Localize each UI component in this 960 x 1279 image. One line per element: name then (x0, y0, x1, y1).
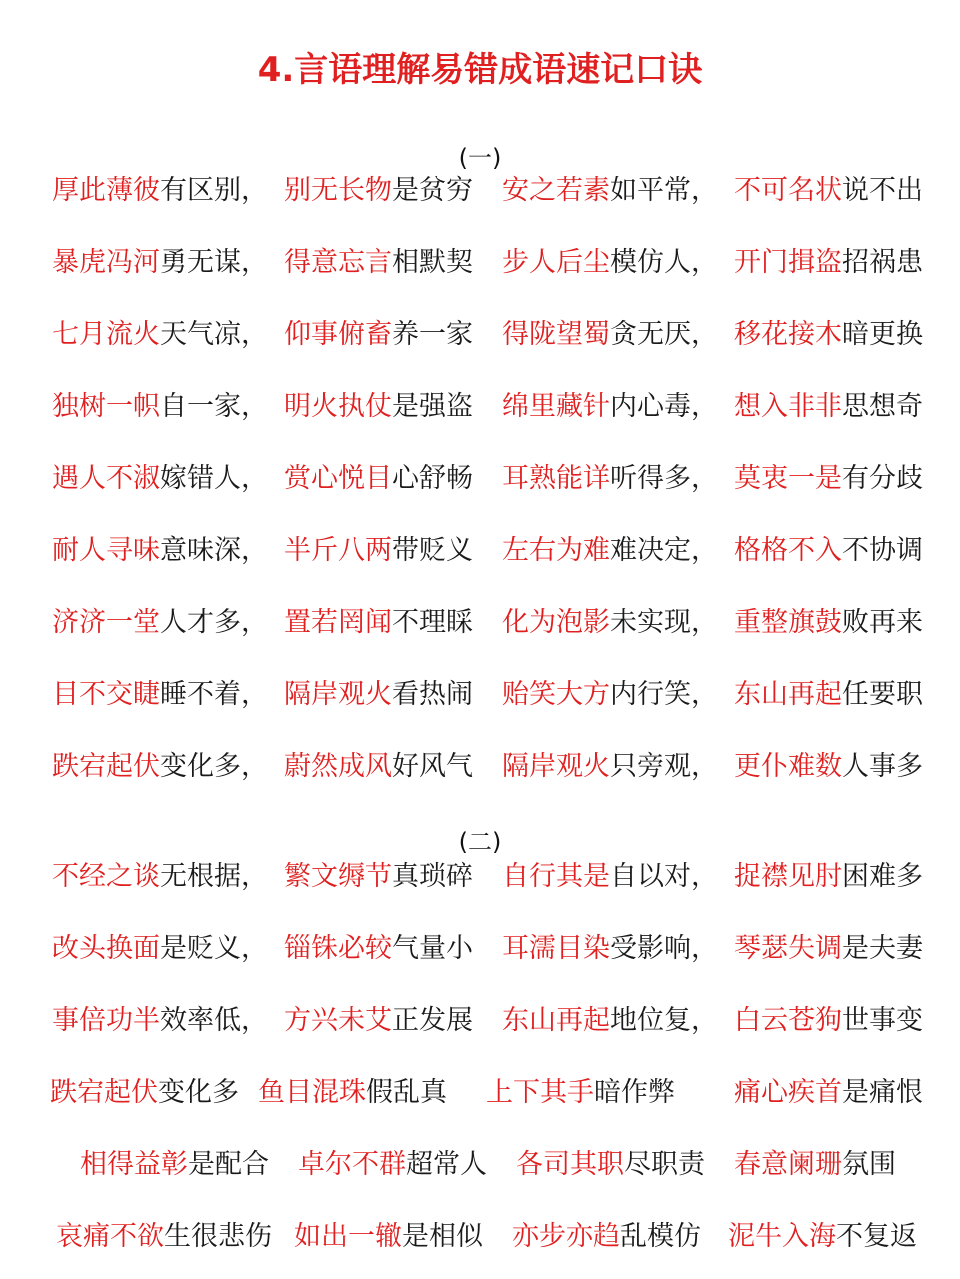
verse-line (0, 169, 960, 213)
idiom-meaning: 招祸患 (842, 247, 923, 278)
verse-line (0, 385, 960, 429)
idiom-meaning: 好风气 (392, 751, 473, 782)
idiom-meaning: 只旁观， (610, 751, 718, 782)
idiom-entry (502, 927, 718, 971)
idiom-entry (728, 1215, 917, 1259)
idiom: 重整旗鼓 (734, 607, 842, 638)
idiom: 目不交睫 (52, 679, 160, 710)
idiom-entry (298, 1143, 487, 1187)
idiom-entry (284, 529, 473, 573)
idiom: 置若罔闻 (284, 607, 392, 638)
idiom-meaning: 氛围 (842, 1149, 896, 1180)
idiom-meaning: 地位复， (610, 1005, 718, 1036)
section-heading: (二) (458, 828, 502, 856)
idiom: 左右为难 (502, 535, 610, 566)
idiom: 春意阑珊 (734, 1149, 842, 1180)
idiom: 卓尔不群 (298, 1149, 406, 1180)
idiom-meaning: 如平常， (610, 175, 718, 206)
idiom-entry (734, 855, 923, 899)
idiom-entry (284, 385, 473, 429)
idiom-meaning: 养一家 (392, 319, 473, 350)
idiom: 得意忘言 (284, 247, 392, 278)
idiom: 半斤八两 (284, 535, 392, 566)
idiom-entry (52, 241, 268, 285)
idiom-entry (734, 999, 923, 1043)
idiom: 厚此薄彼 (52, 175, 160, 206)
idiom: 独树一帜 (52, 391, 160, 422)
idiom-entry (80, 1143, 269, 1187)
idiom: 移花接木 (734, 319, 842, 350)
verse-line (0, 745, 960, 789)
idiom-meaning: 睡不着， (160, 679, 268, 710)
idiom-entry (734, 1143, 896, 1187)
idiom-entry (284, 999, 473, 1043)
idiom-meaning: 超常人 (406, 1149, 487, 1180)
idiom: 遇人不淑 (52, 463, 160, 494)
idiom-meaning: 尽职责 (624, 1149, 705, 1180)
idiom: 鱼目混珠 (258, 1077, 366, 1108)
idiom: 自行其是 (502, 861, 610, 892)
idiom: 格格不入 (734, 535, 842, 566)
idiom: 东山再起 (734, 679, 842, 710)
idiom-entry (52, 169, 268, 213)
idiom: 东山再起 (502, 1005, 610, 1036)
idiom-entry (284, 601, 473, 645)
verse-line (0, 529, 960, 573)
idiom: 步人后尘 (502, 247, 610, 278)
idiom-meaning: 意味深， (160, 535, 268, 566)
idiom: 泥牛入海 (728, 1221, 836, 1252)
idiom-meaning: 难决定， (610, 535, 718, 566)
idiom-entry (734, 745, 923, 789)
idiom-entry (284, 927, 473, 971)
idiom-entry (734, 457, 923, 501)
idiom-entry (52, 385, 268, 429)
idiom-meaning: 败再来 (842, 607, 923, 638)
idiom-meaning: 模仿人， (610, 247, 718, 278)
idiom-entry (52, 457, 268, 501)
idiom: 耳濡目染 (502, 933, 610, 964)
idiom-meaning: 变化多 (158, 1077, 239, 1108)
verse-line (0, 313, 960, 357)
idiom-meaning: 暗更换 (842, 319, 923, 350)
idiom: 如出一辙 (294, 1221, 402, 1252)
idiom: 济济一堂 (52, 607, 160, 638)
idiom-meaning: 是相似 (402, 1221, 483, 1252)
idiom-meaning: 是贬义， (160, 933, 268, 964)
idiom-meaning: 任要职 (842, 679, 923, 710)
idiom: 不经之谈 (52, 861, 160, 892)
idiom-entry (502, 601, 718, 645)
idiom-meaning: 困难多 (842, 861, 923, 892)
idiom-meaning: 自以对， (610, 861, 718, 892)
idiom-entry (52, 529, 268, 573)
idiom-entry (734, 385, 923, 429)
idiom-entry (502, 457, 718, 501)
idiom-meaning: 不理睬 (392, 607, 473, 638)
idiom-meaning: 思想奇 (842, 391, 923, 422)
idiom: 锱铢必较 (284, 933, 392, 964)
idiom-meaning: 天气凉， (160, 319, 268, 350)
idiom: 不可名状 (734, 175, 842, 206)
idiom-entry (486, 1071, 675, 1115)
idiom: 蔚然成风 (284, 751, 392, 782)
idiom-entry (734, 1071, 923, 1115)
idiom: 改头换面 (52, 933, 160, 964)
idiom: 莫衷一是 (734, 463, 842, 494)
idiom-meaning: 乱模仿 (620, 1221, 701, 1252)
idiom-meaning: 是强盗 (392, 391, 473, 422)
idiom-meaning: 是配合 (188, 1149, 269, 1180)
page-title: 4.言语理解易错成语速记口诀 (257, 50, 703, 90)
idiom-meaning: 心舒畅 (392, 463, 473, 494)
idiom: 得陇望蜀 (502, 319, 610, 350)
idiom-meaning: 暗作弊 (594, 1077, 675, 1108)
section-heading: (一) (458, 144, 502, 172)
idiom-entry (56, 1215, 272, 1259)
verse-line (0, 1071, 960, 1115)
idiom-meaning: 人才多， (160, 607, 268, 638)
idiom: 想入非非 (734, 391, 842, 422)
idiom-meaning: 效率低， (160, 1005, 268, 1036)
idiom-entry (502, 673, 718, 717)
idiom-entry (502, 855, 718, 899)
idiom: 事倍功半 (52, 1005, 160, 1036)
verse-line (0, 457, 960, 501)
idiom: 亦步亦趋 (512, 1221, 620, 1252)
idiom-entry (50, 1071, 239, 1115)
idiom-entry (502, 745, 718, 789)
idiom: 耐人寻味 (52, 535, 160, 566)
idiom-meaning: 正发展 (392, 1005, 473, 1036)
idiom: 上下其手 (486, 1077, 594, 1108)
idiom: 贻笑大方 (502, 679, 610, 710)
idiom: 方兴未艾 (284, 1005, 392, 1036)
idiom-entry (502, 385, 718, 429)
idiom: 暴虎冯河 (52, 247, 160, 278)
verse-line (0, 1143, 960, 1187)
idiom: 各司其职 (516, 1149, 624, 1180)
idiom-meaning: 内行笑， (610, 679, 718, 710)
idiom-entry (502, 241, 718, 285)
idiom-meaning: 说不出 (842, 175, 923, 206)
verse-line (0, 1215, 960, 1259)
idiom-entry (284, 745, 473, 789)
idiom-meaning: 不协调 (842, 535, 923, 566)
idiom-meaning: 带贬义 (392, 535, 473, 566)
idiom-meaning: 相默契 (392, 247, 473, 278)
idiom-entry (52, 601, 268, 645)
verse-line (0, 855, 960, 899)
idiom: 化为泡影 (502, 607, 610, 638)
idiom-meaning: 贪无厌， (610, 319, 718, 350)
idiom: 隔岸观火 (284, 679, 392, 710)
verse-line (0, 927, 960, 971)
idiom: 赏心悦目 (284, 463, 392, 494)
idiom-entry (734, 601, 923, 645)
idiom-meaning: 受影响， (610, 933, 718, 964)
idiom-entry (734, 529, 923, 573)
idiom: 隔岸观火 (502, 751, 610, 782)
idiom-entry (284, 241, 473, 285)
idiom-entry (734, 313, 923, 357)
idiom-entry (52, 927, 268, 971)
idiom: 开门揖盗 (734, 247, 842, 278)
idiom-meaning: 不复返 (836, 1221, 917, 1252)
idiom-entry (512, 1215, 701, 1259)
idiom: 明火执仗 (284, 391, 392, 422)
idiom: 痛心疾首 (734, 1077, 842, 1108)
idiom-entry (734, 673, 923, 717)
idiom-entry (502, 313, 718, 357)
idiom-meaning: 勇无谋， (160, 247, 268, 278)
idiom: 别无长物 (284, 175, 392, 206)
idiom: 白云苍狗 (734, 1005, 842, 1036)
idiom-meaning: 人事多 (842, 751, 923, 782)
idiom: 耳熟能详 (502, 463, 610, 494)
idiom: 更仆难数 (734, 751, 842, 782)
verse-line (0, 601, 960, 645)
idiom-entry (294, 1215, 483, 1259)
idiom-meaning: 未实现， (610, 607, 718, 638)
idiom-entry (284, 313, 473, 357)
idiom: 繁文缛节 (284, 861, 392, 892)
idiom-meaning: 嫁错人， (160, 463, 268, 494)
idiom-meaning: 生很悲伤 (164, 1221, 272, 1252)
idiom-meaning: 看热闹 (392, 679, 473, 710)
idiom-meaning: 真琐碎 (392, 861, 473, 892)
idiom: 七月流火 (52, 319, 160, 350)
idiom-entry (284, 673, 473, 717)
idiom-entry (502, 529, 718, 573)
idiom-entry (516, 1143, 705, 1187)
idiom-meaning: 世事变 (842, 1005, 923, 1036)
idiom-entry (52, 745, 268, 789)
idiom-meaning: 无根据， (160, 861, 268, 892)
idiom-entry (52, 855, 268, 899)
idiom-entry (502, 169, 718, 213)
idiom: 跌宕起伏 (50, 1077, 158, 1108)
idiom: 琴瑟失调 (734, 933, 842, 964)
idiom-entry (52, 673, 268, 717)
verse-line (0, 673, 960, 717)
idiom-meaning: 变化多， (160, 751, 268, 782)
idiom-entry (734, 927, 923, 971)
idiom-entry (734, 241, 923, 285)
idiom-meaning: 听得多， (610, 463, 718, 494)
idiom-meaning: 是夫妻 (842, 933, 923, 964)
idiom-entry (502, 999, 718, 1043)
idiom-meaning: 是痛恨 (842, 1077, 923, 1108)
idiom-meaning: 有区别， (160, 175, 268, 206)
idiom-entry (52, 313, 268, 357)
idiom-meaning: 有分歧 (842, 463, 923, 494)
idiom-entry (284, 855, 473, 899)
idiom-entry (284, 169, 473, 213)
verse-line (0, 241, 960, 285)
idiom-meaning: 假乱真 (366, 1077, 447, 1108)
idiom: 相得益彰 (80, 1149, 188, 1180)
idiom-meaning: 内心毒， (610, 391, 718, 422)
idiom: 绵里藏针 (502, 391, 610, 422)
idiom: 仰事俯畜 (284, 319, 392, 350)
idiom-entry (52, 999, 268, 1043)
idiom: 跌宕起伏 (52, 751, 160, 782)
idiom: 哀痛不欲 (56, 1221, 164, 1252)
idiom-entry (284, 457, 473, 501)
idiom-meaning: 自一家， (160, 391, 268, 422)
idiom-meaning: 气量小 (392, 933, 473, 964)
verse-line (0, 999, 960, 1043)
idiom-meaning: 是贫穷 (392, 175, 473, 206)
idiom: 捉襟见肘 (734, 861, 842, 892)
idiom: 安之若素 (502, 175, 610, 206)
idiom-entry (258, 1071, 447, 1115)
idiom-entry (734, 169, 923, 213)
